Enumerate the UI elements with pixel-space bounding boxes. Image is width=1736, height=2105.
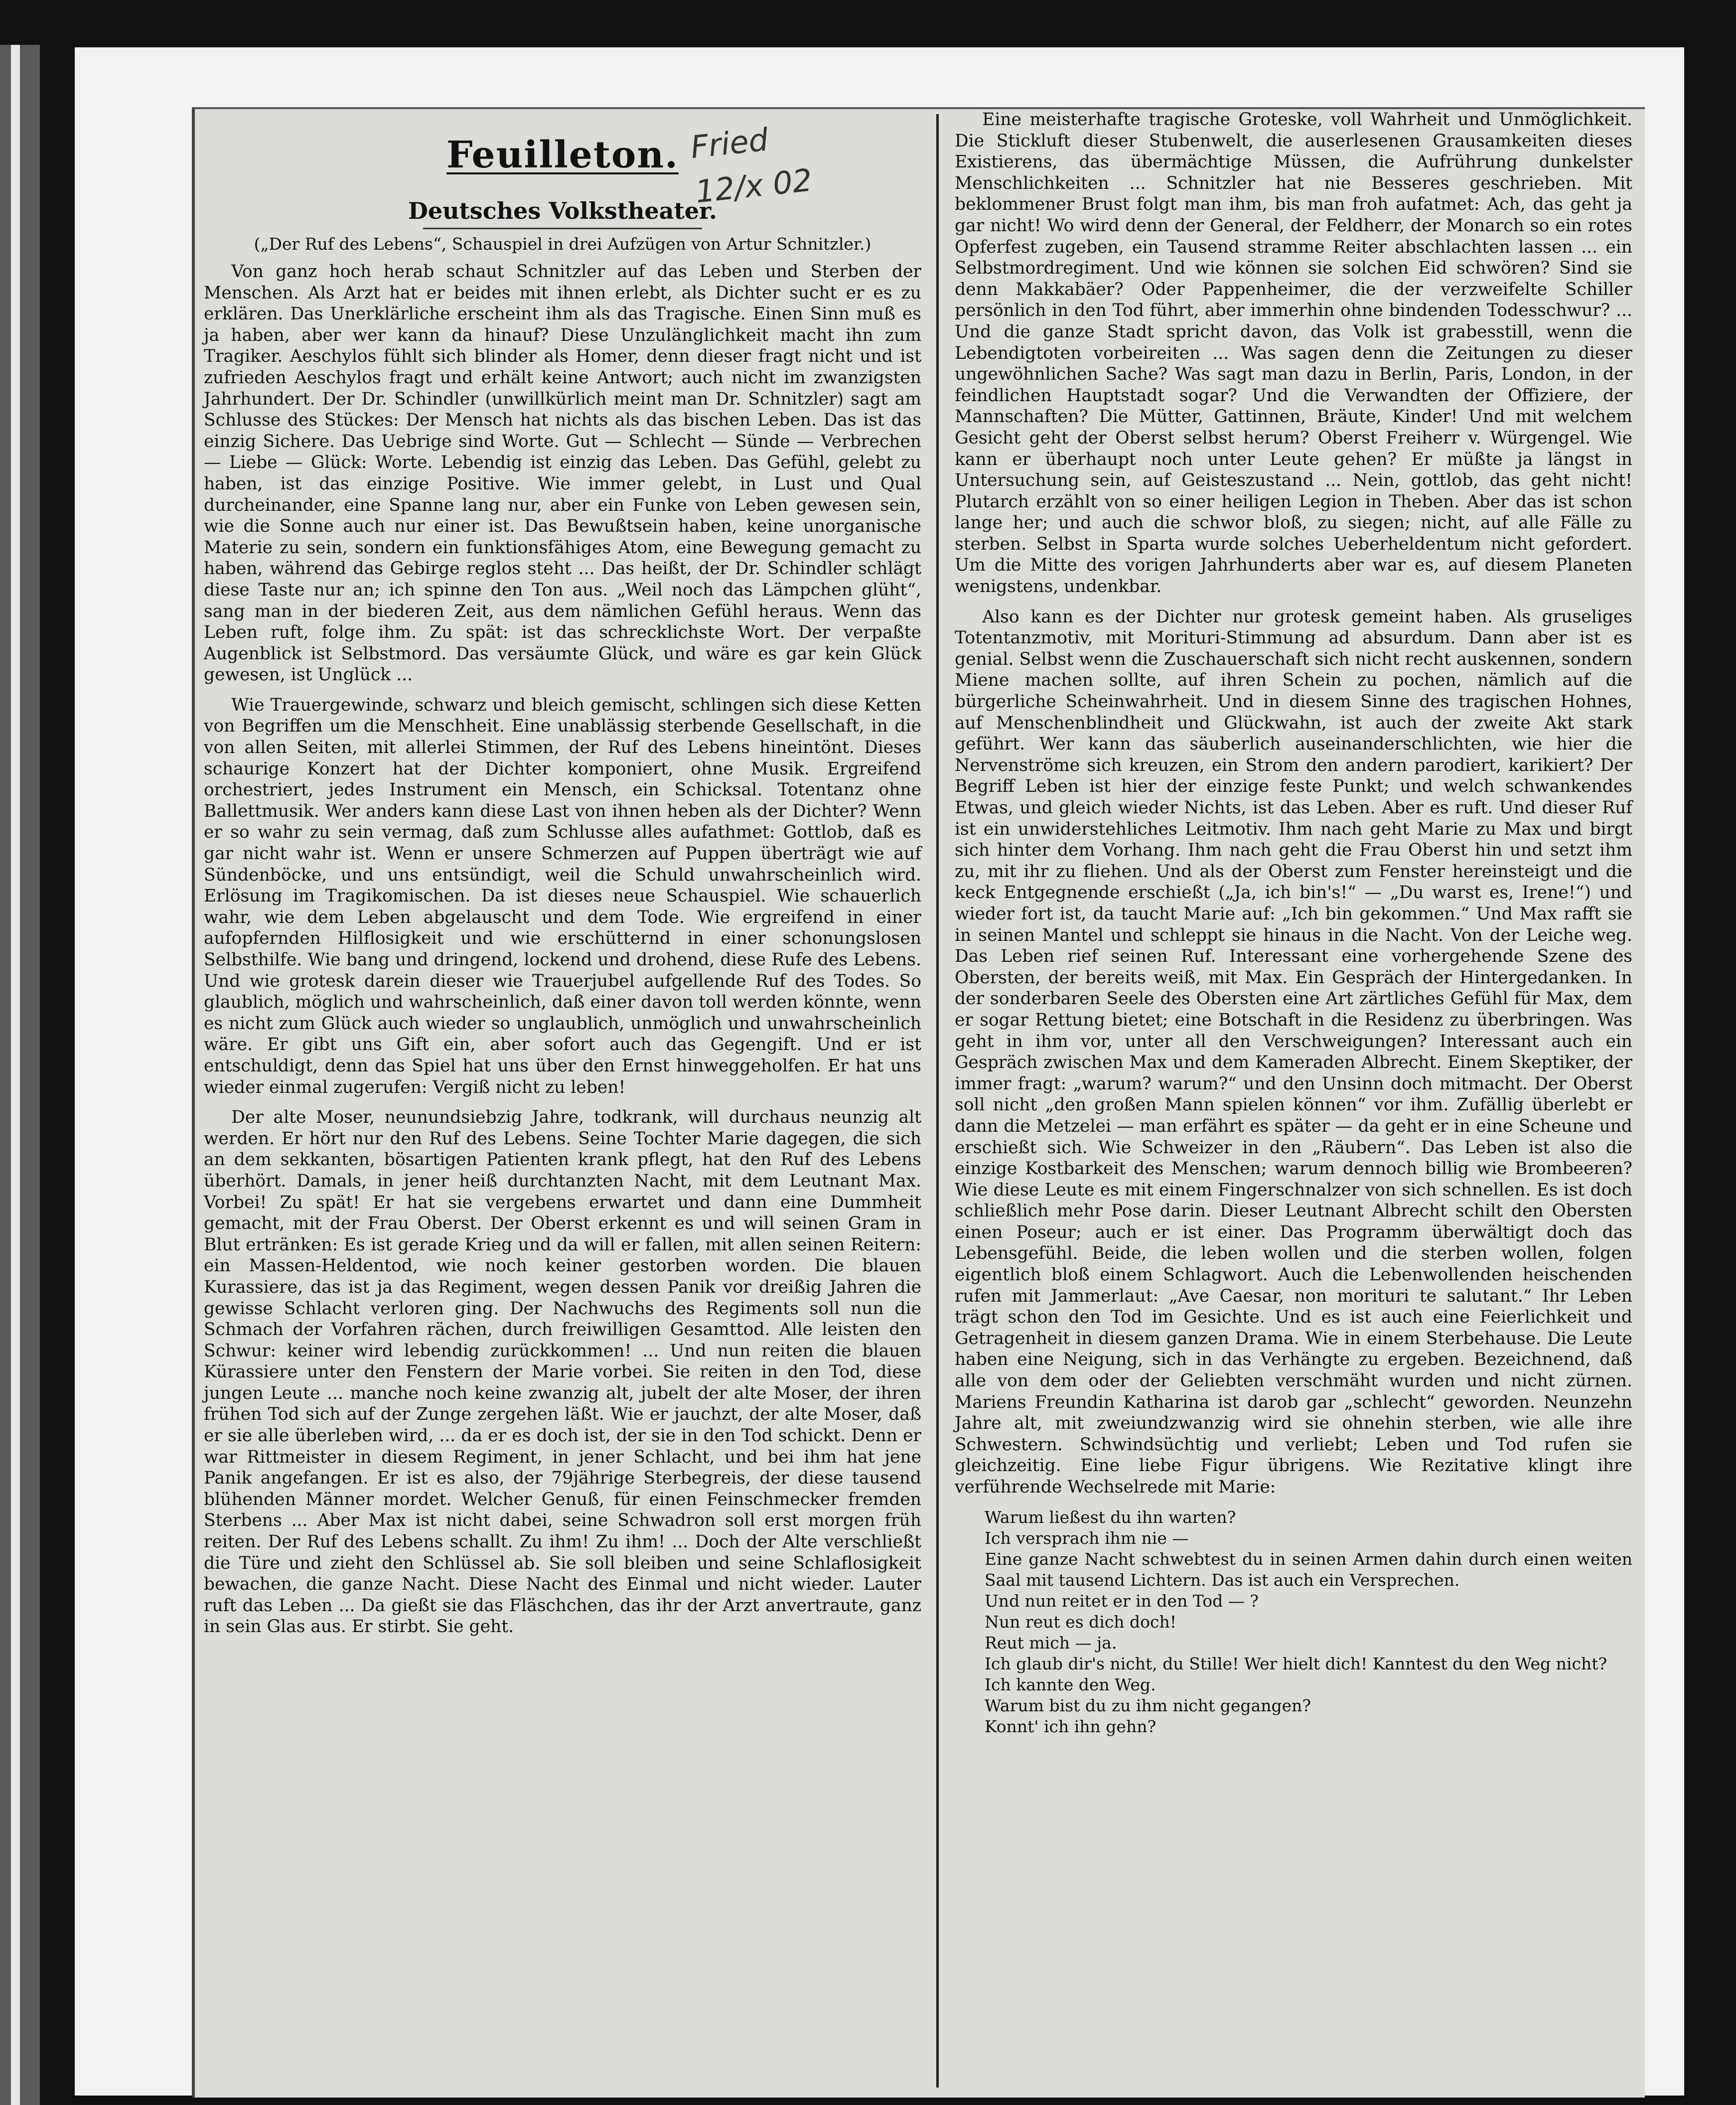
right-column [955,109,1632,2098]
dialog-line: Und nun reitet er in den Tod — ? [985,1591,1259,1611]
dialog-line: Nun reut es dich doch! [985,1612,1177,1632]
section-rule [423,228,702,229]
column-rule [936,114,939,2088]
dialog-line: Ich glaub dir's nicht, du Stille! Wer hielt dich! Kanntest du den Weg nicht? [985,1654,1607,1673]
paragraph-gap [955,598,1632,606]
adjacent-page-edge [11,45,20,2105]
newspaper-clipping [192,107,1645,2098]
paragraph-gap [204,686,921,695]
dialog-line: Warum bist du zu ihm nicht gegangen? [985,1695,1311,1715]
dialog-line: Ich kannte den Weg. [985,1674,1156,1694]
dialog-line: Eine ganze Nacht schwebtest du in seinen Armen dahin durch einen weiten Saal mit tausend Lichtern. Das ist auch ein Versprechen. [985,1549,1632,1590]
review-subtitle: („Der Ruf des Lebens“, Schauspiel in drei Aufzügen von Artur Schnitzler.) [254,234,871,254]
masthead-text: Feuilleton. [446,134,679,176]
dialog-line: Reut mich — ja. [985,1633,1117,1653]
dialog-line: Warum ließest du ihn warten? [985,1507,1236,1527]
left-paragraph-1: Von ganz hoch herab schaut Schnitzler auf das Leben und Sterben der Menschen. Als Arzt hat er beides mit ihnen erlebt, als Dichter sucht er es zu erklären. Das Unerklärliche erscheint ihm als das Tragische. Einen Sinn muß es ja haben, aber wer kann da hinauf? Diese Unzulänglichkeit macht ihn zum Tragiker. Aeschylos fühlt sich blinder als Homer, denn dieser fragt nicht und ist zufrieden Aeschylos fragt und erhält keine Antwort; auch nicht im zwanzigsten Jahrhundert. Der Dr. Schindler (unwillkürlich meint man Dr. Schnitzler) sagt am Schlusse des Stückes: Der Mensch hat nichts als das bischen Leben. Das ist das einzig Sichere. Das Uebrige sind Worte. Gut — Schlecht — Sünde — Verbrechen — Liebe — Glück: Worte. Lebendig ist einzig das Leben. Das Gefühl, gelebt zu haben, ist das einzige Positive. Wie immer gelebt, in Lust und Qual durcheinander, eine Spanne lang nur, aber ein Funke von Leben gewesen sein, wie die Sonne auch nur einer ist. Das Bewußtsein haben, keine unorganische Materie zu sein, sondern ein funktionsfähiges Atom, eine Bewegung gemacht zu haben, während das Gebirge reglos steht ... Das heißt, der Dr. Schindler schlägt diese Taste nur an; ich spinne den Ton aus. „Weil noch das Lämpchen glüht“, sang man in der biederen Zeit, aus dem nämlichen Gefühl heraus. Wenn das Leben ruft, folge ihm. Zu spät: ist das schrecklichste Wort. Der verpaßte Augenblick ist Selbstmord. Das versäumte Glück, und wäre es gar kein Glück gewesen, ist Unglück ... [204,262,921,685]
right-paragraph-2: Also kann es der Dichter nur grotesk gemeint haben. Als gruseliges Totentanzmotiv, mit Morituri-Stimmung ad absurdum. Dann aber ist es genial. Selbst wenn die Zuschauerschaft sich nicht recht auskennen, sondern Miene machen sollte, auf ihren Schein zu pochen, nämlich auf die bürgerliche Scheinwahrheit. Und in diesem Sinne des tragischen Hohnes, auf Menschenblindheit und Glückwahn, ist auch der zweite Akt stark geführt. Wer kann das säuberlich auseinanderschlichten, wie hier die Nervenströme sich kreuzen, ein Strom den andern parodiert, karikiert? Der Begriff Leben ist hier der einzige feste Punkt; und welch schwankendes Etwas, und gleich wieder Nichts, ist das Leben. Aber es ruft. Und dieser Ruf ist ein unwiderstehliches Leitmotiv. Ihm nach geht Marie zu Max und birgt sich hinter dem Vorhang. Ihm nach geht die Frau Oberst hin und setzt ihm zu, mit ihr zu fliehen. Und als der Oberst zum Fenster hereinsteigt und die keck Entgegnende erschießt („Ja, ich bin's!“ — „Du warst es, Irene!“) und wieder fort ist, da taucht Marie auf: „Ich bin gekommen.“ Und Max rafft sie in seinen Mantel und schleppt sie hinaus in die Nacht. Von der Leiche weg. Das Leben rief seinen Ruf. Interessant eine vorhergehende Szene des Obersten, der bereits weiß, mit Max. Ein Gespräch der Hintergedanken. In der sonderbaren Seele des Obersten eine Art zärtliches Gefühl für Max, dem er sogar Rettung bietet; eine Botschaft in die Residenz zu überbringen. Was geht in ihm vor, unter all den Verschweigungen? Interessant auch ein Gespräch zwischen Max und dem Kameraden Albrecht. Einem Skeptiker, der immer fragt: „warum? warum?“ und den Unsinn doch mitmacht. Der Oberst soll nicht „den großen Mann spielen können“ vor ihm. Zufällig überlebt er dann die Metzelei — man erfährt es später — da geht er in eine Scheune und erschießt sich. Wie Schweizer in den „Räubern“. Das Leben ist also die einzige Kostbarkeit des Menschen; warum dennoch billig wie Brombeeren? Wie diese Leute es mit einem Fingerschnalzer von sich schnellen. Es ist doch schließlich mehr Pose darin. Dieser Leutnant Albrecht schilt den Obersten einen Poseur; auch er ist einer. Das Programm überwältigt doch das Lebensgefühl. Beide, die leben wollen und die sterben wollen, folgen eigentlich bloß einem Schlagwort. Auch die Lebenwollenden heischenden rufen mit Jammerlaut: „Ave Caesar, non morituri te salutant.“ Ihr Leben trägt schon den Tod im Gesichte. Und es ist auch eine Feierlichkeit und Getragenheit in diesem ganzen Drama. Wie in einem Sterbehause. Die Leute haben eine Neigung, sich in das Verhängte zu ergeben. Bezeichnend, daß alle von dem oder der Geliebten verschmäht wurden und nicht zürnen. Mariens Freundin Katharina ist darob gar „schlecht“ geworden. Neunzehn Jahre alt, mit zweiundzwanzig wird sie ohnehin sterben, wie alle ihre Schwestern. Schwindsüchtig und verliebt; Leben und Tod rufen sie gleichzeitig. Eine liebe Figur übrigens. Wie Rezitative klingt ihre verführende Wechselrede mit Marie: [955,606,1632,1497]
left-paragraph-3: Der alte Moser, neunundsiebzig Jahre, todkrank, will durchaus neunzig alt werden. Er hört nur den Ruf des Lebens. Seine Tochter Marie dagegen, die sich an dem sekkanten, bösartigen Patienten krank pflegt, hat den Ruf des Lebens überhört. Damals, in jener heiß durchtanzten Nacht, mit dem Leutnant Max. Vorbei! Zu spät! Er hat sie vergebens erwartet und dann eine Dummheit gemacht, mit der Frau Oberst. Der Oberst erkennt es und will seinen Gram in Blut ertränken: Es ist gerade Krieg und da will er fallen, mit allen seinen Reitern: ein Massen-Heldentod, wie noch keiner gestorben worden. Die blauen Kurassiere, das ist ja das Regiment, wegen dessen Panik vor dreißig Jahren die gewisse Schlacht verloren ging. Der Nachwuchs des Regiments soll nun die Schmach der Vorfahren rächen, durch freiwilligen Gesamttod. Alle leisten den Schwur: keiner wird lebendig zurückkommen! ... Und nun reiten die blauen Kürassiere unter den Fenstern der Marie vorbei. Sie reiten in den Tod, diese jungen Leute ... manche noch keine zwanzig alt, jubelt der alte Moser, der ihren frühen Tod sich auf der Zunge zergehen läßt. Wie er jauchzt, der alte Moser, daß er sie alle überleben wird, ... da er es doch ist, der sie in den Tod schickt. Denn er war Rittmeister in diesem Regiment, in jener Schlacht, und bei ihm hat jene Panik angefangen. Er ist es also, der 79jährige Sterbegreis, der diese tausend blühenden Männer mordet. Welcher Genuß, für einen Feinschmecker fremden Sterbens ... Aber Max ist nicht dabei, seine Schwadron soll erst morgen früh reiten. Der Ruf des Lebens schallt. Zu ihm! Zu ihm! ... Doch der Alte verschließt die Türe und zieht den Schlüssel ab. Sie soll bleiben und seine Schlaflosigkeit bewachen, die ganze Nacht. Diese Nacht des Einmal und nicht wieder. Lauter ruft das Leben ... Da gießt sie das Fläschchen, das ihr der Arzt anvertraute, ganz in sein Glas aus. Er stirbt. Sie geht. [204,1107,921,1637]
section-title: Deutsches Volkstheater. [408,197,718,224]
dialog-block [955,1507,1632,1737]
left-paragraph-2: Wie Trauergewinde, schwarz und bleich gemischt, schlingen sich diese Ketten von Begriffen um die Menschheit. Eine unablässig sterbende Gesellschaft, in die von allen Seiten, mit allerlei Stimmen, der Ruf des Lebens hineintönt. Dieses schaurige Konzert hat der Dichter komponiert, ohne Musik. Ergreifend orchestriert, jedes Instrument ein Mensch, ein Schicksal. Totentanz ohne Ballettmusik. Wer anders kann diese Last von ihnen heben als der Dichter? Wenn er so wahr zu sein vermag, daß zum Schlusse alles aufathmet: Gottlob, daß es gar nicht wahr ist. Wenn er unsere Schmerzen auf Puppen überträgt wie auf Sündenböcke, und uns entsündigt, weil die Schuld unwahrscheinlich wird. Erlösung im Tragikomischen. Da ist dieses neue Schauspiel. Wie schauerlich wahr, wie dem Leben abgelauscht und dem Tode. Wie ergreifend in einer aufopfernden Hilflosigkeit und wie erschütternd in einer schonungslosen Selbsthilfe. Wie bang und dringend, lockend und drohend, diese Rufe des Lebens. Und wie grotesk darein dieser wie Trauerjubel aufgellende Ruf des Todes. So glaublich, möglich und wahrscheinlich, daß einer davon toll werden könnte, wenn es nicht zum Glück auch wieder so unglaublich, unmöglich und unwahrscheinlich wäre. Er gibt uns Gift ein, aber sofort auch das Gegengift. Und er ist entschuldigt, denn das Spiel hat uns über den Ernst hinweggeholfen. Er hat uns wieder einmal zugerufen: Vergiß nicht zu leben! [204,695,921,1097]
adjacent-page-strip [0,45,40,2105]
dialog-line: Konnt' ich ihn gehn? [985,1716,1157,1736]
paragraph-gap [204,1098,921,1107]
dialog-line: Ich versprach ihm nie — [985,1528,1189,1548]
right-paragraph-1: Eine meisterhafte tragische Groteske, voll Wahrheit und Unmöglichkeit. Die Stickluft dieser Stubenwelt, die auserlesenen Grausamkeiten dieses Existierens, das übermächtige Müssen, die Aufrührung dunkelster Menschlichkeiten ... Schnitzler hat nie Besseres geschrieben. Mit beklommener Brust folgt man ihm, bis man froh aufatmet: Ach, das geht ja gar nicht! Wo wird denn der General, der Feldherr, der Monarch so ein rotes Opferfest zugeben, ein Tausend stramme Reiter abschlachten lassen ... ein Selbstmordregiment. Und wie können sie solchen Eid schwören? Sind sie denn Makkabäer? Oder Pappenheimer, die der verzweifelte Schiller persönlich in den Tod führt, aber immerhin ohne bindenden Todesschwur? ... Und die ganze Stadt spricht davon, das Volk ist grabesstill, wenn die Lebendigtoten vorbeireiten ... Was sagen denn die Zeitungen zu dieser ungewöhnlichen Sache? Was sagt man dazu in Berlin, Paris, London, in der feindlichen Hauptstadt sogar? Und die Verwandten der Offiziere, der Mannschaften? Die Mütter, Gattinnen, Bräute, Kinder! Und mit welchem Gesicht geht der Oberst selbst herum? Oberst Freiherr v. Würgengel. Wie kann er überhaupt noch unter Leute gehen? Er müßte ja längst in Untersuchung sein, auf Geisteszustand ... Nein, gottlob, das geht nicht! Plutarch erzählt von so einer heiligen Legion in Theben. Aber das ist schon lange her; und auch die schwor bloß, zu siegen; nicht, auf alle Fälle zu sterben. Selbst in Sparta wurde solches Ueberheldentum nicht gefordert. Um die Mitte des vorigen Jahrhunderts aber war es, auf diesem Planeten wenigstens, undenkbar. [955,110,1632,597]
paragraph-gap [955,1498,1632,1507]
handwritten-note: Fried 12/x 02 [689,121,814,210]
masthead [204,109,921,181]
left-column [204,109,921,2098]
